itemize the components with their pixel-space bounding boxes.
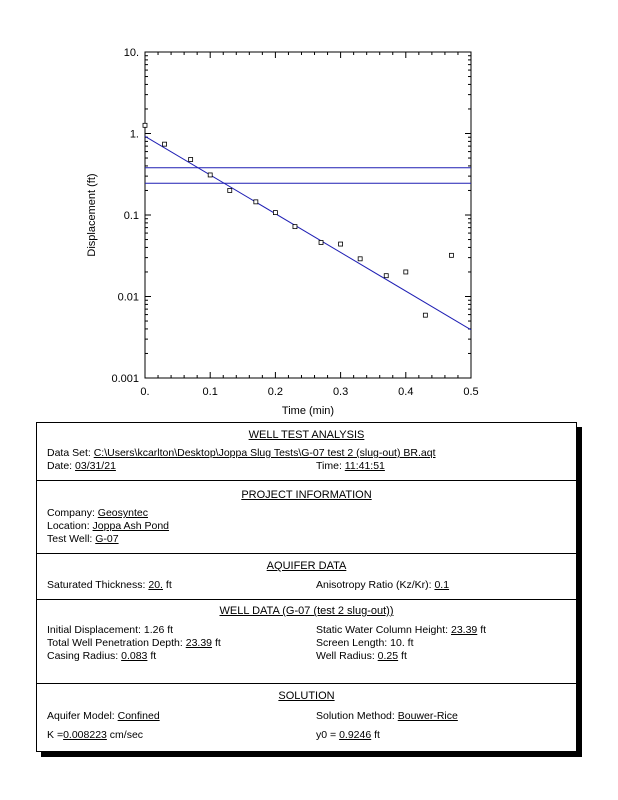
- k-label: K: [47, 729, 55, 741]
- section-title: WELL TEST ANALYSIS: [248, 429, 365, 441]
- casing-radius-unit: ft: [150, 650, 157, 662]
- location-value: Joppa Ash Pond: [92, 520, 170, 532]
- y-tick-label: 0.001: [111, 373, 139, 385]
- axis-ticks: [145, 52, 471, 378]
- x-tick-label: 0.5: [463, 386, 479, 398]
- y0-unit: ft: [374, 729, 380, 741]
- x-tick-label: 0.: [140, 386, 150, 398]
- solution-method-label: Solution Method:: [316, 710, 395, 722]
- section-title: SOLUTION: [278, 690, 335, 702]
- y-tick-label: 1.: [129, 128, 139, 141]
- y-axis-label: Displacement (ft): [86, 173, 98, 257]
- k-row: [47, 729, 143, 741]
- static-water-label: Static Water Column Height:: [316, 624, 449, 636]
- test-well-value: G-07: [95, 533, 119, 545]
- data-points: [143, 123, 453, 317]
- k-equals: =: [56, 729, 64, 741]
- data-point: [319, 240, 323, 244]
- aquifer-model-label: Aquifer Model:: [47, 710, 115, 722]
- penetration-depth-unit: ft: [214, 637, 221, 649]
- reference-lines: [145, 136, 471, 330]
- dataset-label: Data Set:: [47, 447, 91, 459]
- company-value: Geosyntec: [97, 507, 148, 519]
- data-point: [423, 313, 427, 317]
- section-title: AQUIFER DATA: [266, 560, 347, 572]
- tick-labels: [111, 47, 478, 398]
- x-tick-label: 0.4: [398, 386, 414, 398]
- date-row: [47, 460, 116, 472]
- aquifer-data-section: [37, 554, 576, 600]
- screen-length-label: Screen Length:: [316, 637, 388, 649]
- time-row: [316, 460, 385, 472]
- test-well-row: [47, 533, 119, 545]
- dataset-value: C:\Users\kcarlton\Desktop\Joppa Slug Tests\G-07 test 2 (slug-out) BR.aqt: [93, 447, 436, 459]
- y0-label: y0 =: [316, 729, 337, 741]
- well-radius-label: Well Radius:: [316, 650, 375, 662]
- data-point: [163, 142, 167, 146]
- x-tick-label: 0.3: [332, 386, 349, 398]
- date-value: 03/31/21: [75, 460, 116, 472]
- initial-displacement-value: 1.26 ft: [143, 624, 174, 636]
- location-label: Location:: [47, 520, 90, 532]
- panel-body: [36, 422, 577, 752]
- section-title: PROJECT INFORMATION: [241, 489, 372, 501]
- casing-radius-row: [47, 650, 156, 662]
- data-point: [143, 123, 147, 127]
- project-information-section: [37, 481, 576, 554]
- y-tick-label: 0.01: [117, 291, 139, 304]
- static-water-unit: ft: [480, 624, 487, 636]
- data-point: [339, 242, 343, 246]
- y-tick-label: 0.1: [123, 210, 139, 222]
- solution-method-value: Bouwer-Rice: [397, 710, 458, 722]
- static-water-row: [316, 624, 486, 636]
- y-tick-label: 10.: [123, 47, 139, 59]
- penetration-depth-row: [47, 637, 221, 649]
- anisotropy-value: 0.1: [434, 579, 450, 591]
- data-point: [254, 200, 258, 204]
- anisotropy-label: Anisotropy Ratio (Kz/Kr):: [316, 579, 432, 591]
- solution-method-row: [316, 710, 458, 722]
- data-point: [208, 173, 212, 177]
- static-water-value: 23.39: [451, 624, 478, 636]
- fit-line: [145, 136, 471, 330]
- date-label: Date:: [47, 460, 73, 472]
- dataset-row: [47, 447, 436, 459]
- data-point: [358, 257, 362, 261]
- company-label: Company:: [47, 507, 95, 519]
- solution-section: [37, 684, 576, 751]
- well-radius-unit: ft: [401, 650, 407, 662]
- screen-length-value: 10. ft: [390, 637, 414, 649]
- time-value: 11:41:51: [344, 460, 385, 472]
- x-tick-label: 0.2: [267, 386, 284, 398]
- saturated-thickness-unit: ft: [165, 579, 172, 591]
- data-point: [293, 225, 297, 229]
- anisotropy-row: [316, 579, 449, 591]
- casing-radius-label: Casing Radius:: [47, 650, 119, 662]
- company-row: [47, 507, 148, 519]
- data-point: [189, 157, 193, 161]
- well-radius-row: [316, 650, 407, 662]
- data-point: [449, 253, 453, 257]
- k-value: 0.008223: [63, 729, 107, 741]
- saturated-thickness-value: 20.: [148, 579, 163, 591]
- location-row: [47, 520, 169, 532]
- aquifer-model-row: [47, 710, 160, 722]
- k-unit: cm/sec: [109, 729, 144, 741]
- plot-frame: [145, 52, 471, 378]
- section-title: WELL DATA (G-07 (test 2 slug-out)): [219, 605, 394, 617]
- penetration-depth-label: Total Well Penetration Depth:: [47, 637, 183, 649]
- data-point: [273, 211, 277, 215]
- data-point: [228, 188, 232, 192]
- screen-length-row: [316, 637, 414, 649]
- y0-row: [316, 729, 380, 741]
- saturated-thickness-label: Saturated Thickness:: [47, 579, 146, 591]
- initial-displacement-row: [47, 624, 173, 636]
- initial-displacement-label: Initial Displacement:: [47, 624, 141, 636]
- saturated-thickness-row: [47, 579, 172, 591]
- y0-value: 0.9246: [339, 729, 372, 741]
- aquifer-model-value: Confined: [117, 710, 160, 722]
- x-tick-label: 0.1: [202, 386, 218, 398]
- data-point: [384, 274, 388, 278]
- test-well-label: Test Well:: [47, 533, 93, 545]
- well-test-analysis-section: [37, 423, 576, 481]
- data-point: [404, 270, 408, 274]
- x-axis-label: Time (min): [281, 405, 335, 417]
- analysis-panel: [36, 422, 577, 752]
- casing-radius-value: 0.083: [121, 650, 148, 662]
- time-label: Time:: [316, 460, 342, 472]
- well-data-section: [37, 600, 576, 684]
- penetration-depth-value: 23.39: [185, 637, 213, 649]
- well-radius-value: 0.25: [377, 650, 399, 662]
